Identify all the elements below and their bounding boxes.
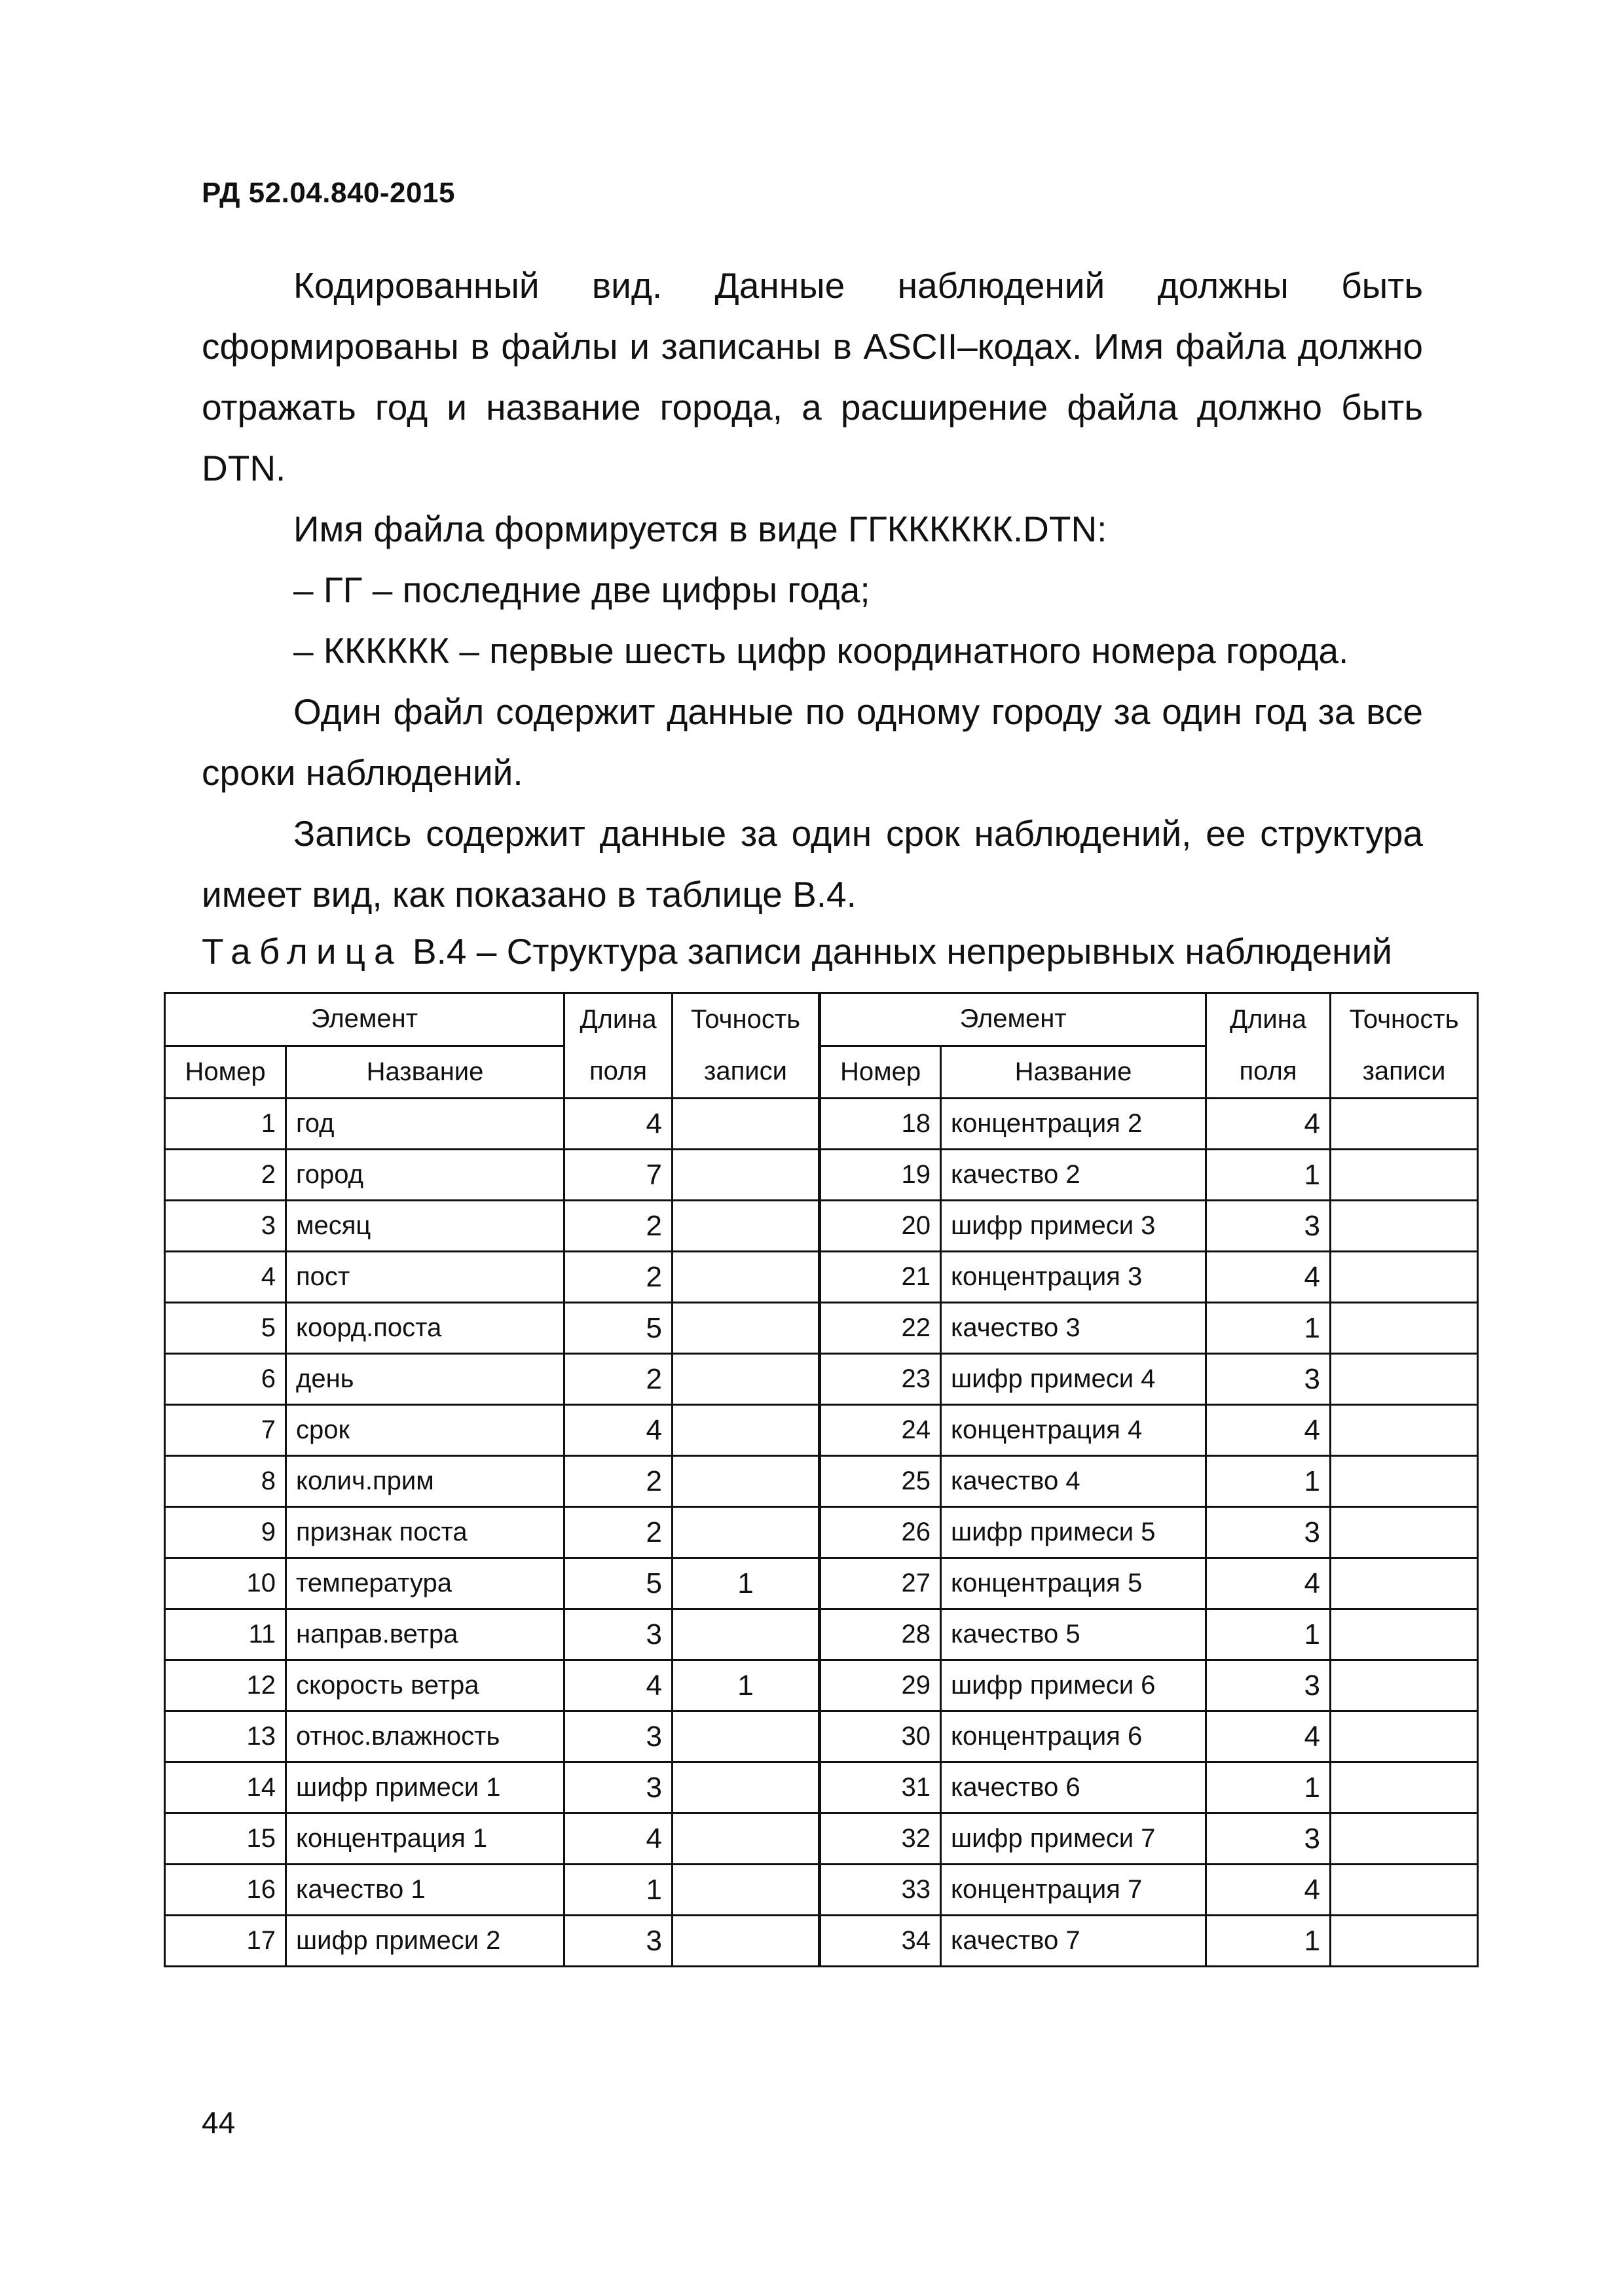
cell-name-left: скорость ветра [286,1660,564,1711]
cell-length-left: 2 [564,1252,673,1303]
cell-precision-left [673,1099,820,1150]
table-row [165,1916,1478,1967]
cell-length-right: 4 [1206,1865,1331,1916]
cell-name-left: концентрация 1 [286,1813,564,1865]
cell-name-left: шифр примеси 1 [286,1762,564,1813]
cell-number-right: 32 [820,1813,941,1865]
list-item-city-digits: – КККККК – первые шесть цифр координатного номера города. [293,630,1349,671]
cell-precision-left [673,1354,820,1405]
cell-number-left: 12 [165,1660,286,1711]
cell-length-right: 1 [1206,1150,1331,1201]
cell-length-right: 4 [1206,1711,1331,1762]
cell-length-left: 2 [564,1507,673,1558]
cell-precision-right [1331,1711,1478,1762]
cell-number-right: 31 [820,1762,941,1813]
cell-name-right: качество 7 [941,1916,1206,1967]
cell-length-left: 3 [564,1711,673,1762]
cell-precision-right [1331,1405,1478,1456]
table-row [165,1252,1478,1303]
cell-name-right: шифр примеси 5 [941,1507,1206,1558]
cell-name-left: признак поста [286,1507,564,1558]
cell-number-right: 25 [820,1456,941,1507]
cell-number-left: 8 [165,1456,286,1507]
cell-length-right: 3 [1206,1813,1331,1865]
cell-number-left: 14 [165,1762,286,1813]
cell-name-left: шифр примеси 2 [286,1916,564,1967]
cell-precision-left [673,1303,820,1354]
cell-length-right: 4 [1206,1405,1331,1456]
cell-length-left: 5 [564,1303,673,1354]
header-length-right: Длина поля [1206,993,1331,1099]
cell-name-right: концентрация 4 [941,1405,1206,1456]
cell-name-left: пост [286,1252,564,1303]
cell-precision-left: 1 [673,1558,820,1609]
cell-precision-right [1331,1507,1478,1558]
cell-name-left: качество 1 [286,1865,564,1916]
cell-name-right: концентрация 7 [941,1865,1206,1916]
header-name-right: Название [941,1046,1206,1099]
cell-precision-left: 1 [673,1660,820,1711]
table-row [165,1099,1478,1150]
header-length-left: Длина поля [564,993,673,1099]
cell-number-right: 20 [820,1201,941,1252]
cell-precision-left [673,1150,820,1201]
cell-precision-left [673,1865,820,1916]
cell-length-left: 2 [564,1354,673,1405]
list-item-year-digits: – ГГ – последние две цифры года; [293,570,870,610]
header-element-right: Элемент [820,993,1206,1046]
cell-name-right: шифр примеси 4 [941,1354,1206,1405]
cell-name-left: температура [286,1558,564,1609]
page-number: 44 [202,2105,236,2140]
cell-precision-right [1331,1252,1478,1303]
cell-length-right: 3 [1206,1354,1331,1405]
cell-name-right: концентрация 3 [941,1252,1206,1303]
cell-name-left: направ.ветра [286,1609,564,1660]
cell-precision-right [1331,1813,1478,1865]
record-structure-table [164,992,1479,1967]
table-row [165,1609,1478,1660]
cell-precision-right [1331,1916,1478,1967]
cell-number-right: 21 [820,1252,941,1303]
table-row [165,1762,1478,1813]
cell-precision-right [1331,1660,1478,1711]
table-row [165,1354,1478,1405]
cell-number-left: 6 [165,1354,286,1405]
body-text [202,255,1423,925]
cell-name-left: год [286,1099,564,1150]
cell-number-left: 2 [165,1150,286,1201]
cell-number-left: 15 [165,1813,286,1865]
cell-length-left: 5 [564,1558,673,1609]
header-precision-left: Точность записи [673,993,820,1099]
cell-number-right: 28 [820,1609,941,1660]
table-row [165,1201,1478,1252]
cell-precision-left [673,1762,820,1813]
cell-number-right: 27 [820,1558,941,1609]
cell-length-left: 2 [564,1201,673,1252]
cell-number-left: 4 [165,1252,286,1303]
cell-name-left: день [286,1354,564,1405]
cell-number-left: 10 [165,1558,286,1609]
cell-name-right: шифр примеси 6 [941,1660,1206,1711]
cell-length-right: 4 [1206,1252,1331,1303]
cell-length-right: 1 [1206,1609,1331,1660]
table-row [165,1813,1478,1865]
cell-length-right: 1 [1206,1762,1331,1813]
cell-number-left: 5 [165,1303,286,1354]
cell-length-left: 4 [564,1405,673,1456]
cell-number-left: 3 [165,1201,286,1252]
cell-name-right: шифр примеси 7 [941,1813,1206,1865]
cell-precision-right [1331,1303,1478,1354]
cell-precision-left [673,1813,820,1865]
cell-precision-right [1331,1099,1478,1150]
cell-name-right: шифр примеси 3 [941,1201,1206,1252]
cell-length-left: 7 [564,1150,673,1201]
cell-length-right: 4 [1206,1558,1331,1609]
table-caption-text: В.4 – Структура записи данных непрерывных наблюдений [402,931,1392,972]
cell-number-right: 24 [820,1405,941,1456]
cell-length-right: 1 [1206,1303,1331,1354]
cell-length-left: 3 [564,1762,673,1813]
cell-precision-right [1331,1865,1478,1916]
cell-length-right: 3 [1206,1507,1331,1558]
cell-number-right: 22 [820,1303,941,1354]
cell-length-left: 1 [564,1865,673,1916]
cell-length-left: 4 [564,1099,673,1150]
header-precision-right: Точность записи [1331,993,1478,1099]
cell-name-right: концентрация 2 [941,1099,1206,1150]
cell-number-right: 18 [820,1099,941,1150]
document-id: РД 52.04.840-2015 [202,177,455,209]
cell-number-right: 29 [820,1660,941,1711]
cell-number-left: 13 [165,1711,286,1762]
cell-number-right: 19 [820,1150,941,1201]
cell-number-right: 23 [820,1354,941,1405]
paragraph-record-content: Запись содержит данные за один срок наблюдений, ее структура имеет вид, как показано в таблице В.4. [202,813,1423,915]
cell-name-left: срок [286,1405,564,1456]
cell-precision-right [1331,1609,1478,1660]
cell-length-right: 1 [1206,1916,1331,1967]
cell-name-right: качество 2 [941,1150,1206,1201]
cell-number-right: 34 [820,1916,941,1967]
cell-precision-left [673,1456,820,1507]
cell-name-left: относ.влажность [286,1711,564,1762]
paragraph-file-content: Один файл содержит данные по одному городу за один год за все сроки наблюдений. [202,691,1423,793]
cell-number-left: 7 [165,1405,286,1456]
cell-number-left: 1 [165,1099,286,1150]
paragraph-coded-form: Кодированный вид. Данные наблюдений должны быть сформированы в файлы и записаны в ASCII–кодах. Имя файла должно отражать год и название города, а расширение файла должно быть DTN. [202,265,1423,488]
table-row [165,1711,1478,1762]
cell-length-left: 3 [564,1609,673,1660]
table-row [165,1405,1478,1456]
cell-length-left: 3 [564,1916,673,1967]
cell-name-left: месяц [286,1201,564,1252]
cell-precision-left [673,1711,820,1762]
cell-number-left: 17 [165,1916,286,1967]
cell-precision-right [1331,1558,1478,1609]
cell-length-right: 3 [1206,1201,1331,1252]
cell-precision-left [673,1507,820,1558]
paragraph-file-name: Имя файла формируется в виде ГГКККККК.DTN: [293,509,1107,549]
table-row [165,1303,1478,1354]
table-caption [202,928,1392,974]
cell-length-left: 4 [564,1813,673,1865]
cell-number-left: 16 [165,1865,286,1916]
cell-precision-right [1331,1762,1478,1813]
cell-name-right: концентрация 6 [941,1711,1206,1762]
table-row [165,1558,1478,1609]
cell-precision-left [673,1201,820,1252]
cell-length-left: 2 [564,1456,673,1507]
cell-number-left: 11 [165,1609,286,1660]
table-row [165,1660,1478,1711]
cell-name-right: качество 6 [941,1762,1206,1813]
table-body [165,1099,1478,1967]
cell-precision-left [673,1916,820,1967]
cell-precision-right [1331,1456,1478,1507]
cell-name-right: качество 3 [941,1303,1206,1354]
table-header-row [165,993,1478,1046]
table-row [165,1150,1478,1201]
cell-name-right: качество 4 [941,1456,1206,1507]
cell-length-right: 4 [1206,1099,1331,1150]
header-name-left: Название [286,1046,564,1099]
table-row [165,1865,1478,1916]
cell-precision-right [1331,1150,1478,1201]
cell-number-right: 30 [820,1711,941,1762]
cell-length-left: 4 [564,1660,673,1711]
cell-name-left: колич.прим [286,1456,564,1507]
table-row [165,1507,1478,1558]
cell-number-left: 9 [165,1507,286,1558]
cell-precision-left [673,1405,820,1456]
cell-name-right: качество 5 [941,1609,1206,1660]
cell-precision-right [1331,1354,1478,1405]
cell-number-right: 26 [820,1507,941,1558]
cell-precision-left [673,1252,820,1303]
cell-number-right: 33 [820,1865,941,1916]
header-number-left: Номер [165,1046,286,1099]
cell-name-left: город [286,1150,564,1201]
table-caption-label: Таблица [202,931,403,972]
cell-precision-right [1331,1201,1478,1252]
cell-length-right: 1 [1206,1456,1331,1507]
header-element-left: Элемент [165,993,564,1046]
cell-name-left: коорд.поста [286,1303,564,1354]
cell-name-right: концентрация 5 [941,1558,1206,1609]
header-number-right: Номер [820,1046,941,1099]
cell-precision-left [673,1609,820,1660]
table-row [165,1456,1478,1507]
cell-length-right: 3 [1206,1660,1331,1711]
